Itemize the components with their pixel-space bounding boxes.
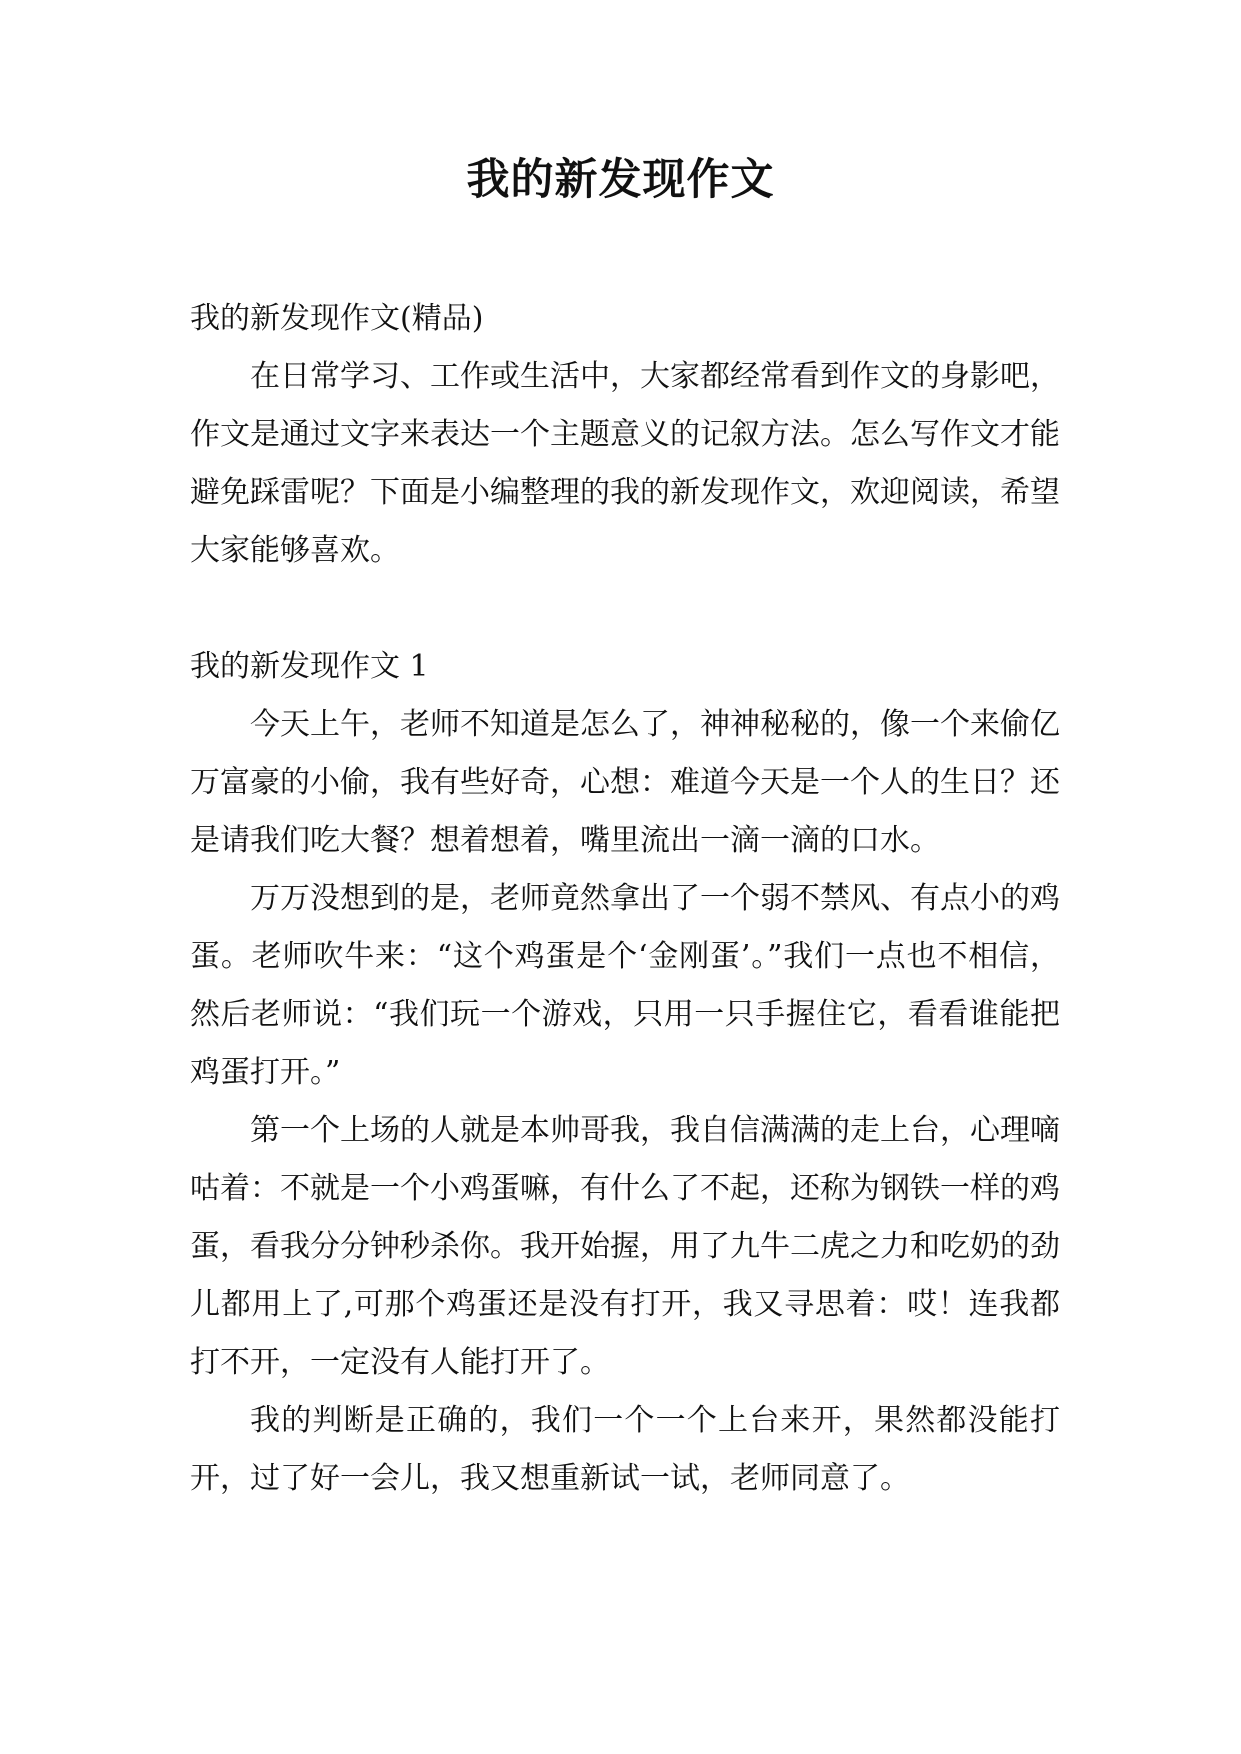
body-paragraph-4: 我的判断是正确的，我们一个一个上台来开，果然都没能打开，过了好一会儿，我又想重新试一试，老师同意了。 (190, 1403, 1060, 1496)
intro-paragraph: 在日常学习、工作或生活中，大家都经常看到作文的身影吧，作文是通过文字来表达一个主题意义的记叙方法。怎么写作文才能避免踩雷呢？下面是小编整理的我的新发现作文，欢迎阅读，希望大家能够喜欢。 (190, 359, 1060, 568)
page-title: 我的新发现作文 (466, 155, 775, 205)
paragraph-gap (190, 580, 1060, 638)
document-body (190, 290, 1060, 1508)
body-paragraph-2: 万万没想到的是，老师竟然拿出了一个弱不禁风、有点小的鸡蛋。老师吹牛来：“这个鸡蛋是个‘金刚蛋’。”我们一点也不相信，然后老师说：“我们玩一个游戏，只用一只手握住它，看看谁能把鸡蛋打开。” (190, 881, 1060, 1090)
section-heading: 我的新发现作文 1 (190, 649, 429, 684)
body-paragraph-3: 第一个上场的人就是本帅哥我，我自信满满的走上台，心理嘀咕着：不就是一个小鸡蛋嘛，有什么了不起，还称为钢铁一样的鸡蛋，看我分分钟秒杀你。我开始握，用了九牛二虎之力和吃奶的劲儿都用上了,可那个鸡蛋还是没有打开，我又寻思着：哎！连我都打不开，一定没有人能打开了。 (190, 1113, 1060, 1380)
body-paragraph-1: 今天上午，老师不知道是怎么了，神神秘秘的，像一个来偷亿万富豪的小偷，我有些好奇，心想：难道今天是一个人的生日？还是请我们吃大餐？想着想着，嘴里流出一滴一滴的口水。 (190, 707, 1060, 858)
subtitle: 我的新发现作文(精品) (190, 301, 484, 336)
